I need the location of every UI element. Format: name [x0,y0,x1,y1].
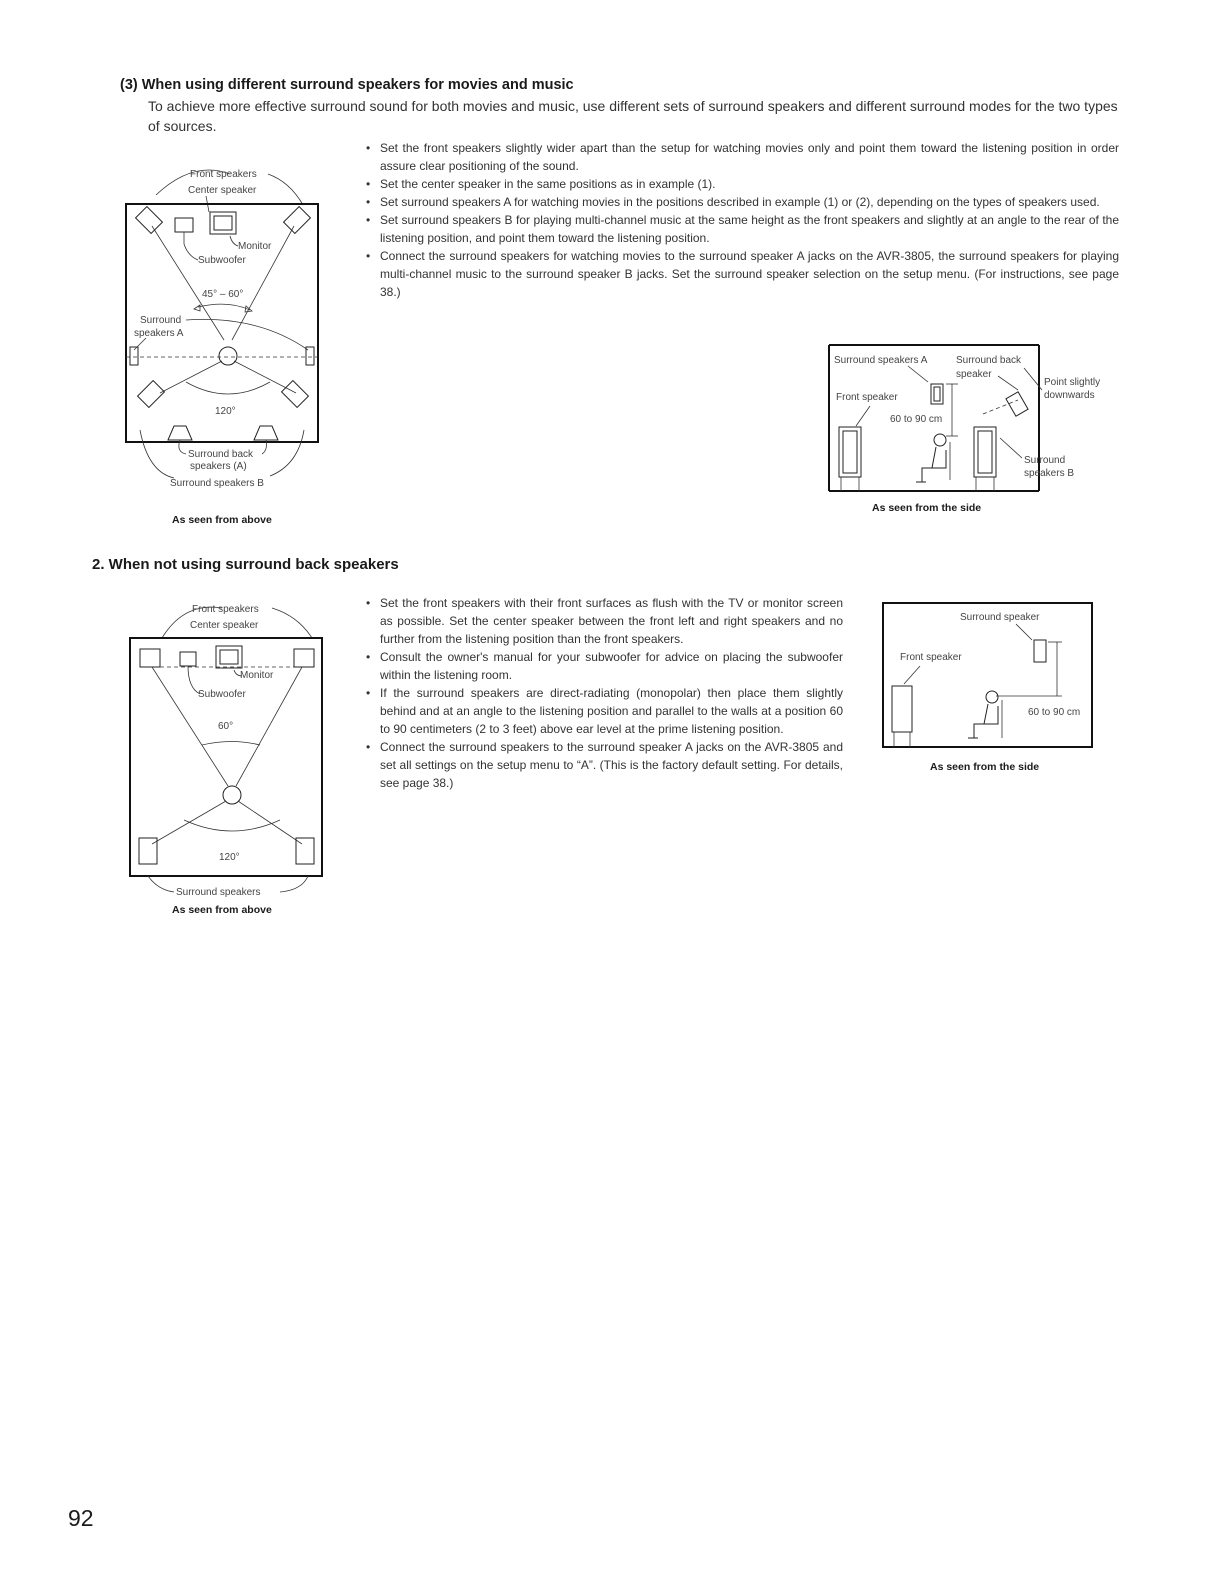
side-listener-body [916,447,946,482]
surround-b-left-speaker [138,381,165,408]
list-item: • Connect the surround speakers for watching movies to the surround speaker A jacks on the AVR-3805, the surround speakers for playing multi-channel music to the surround speaker B jacks. Set the surround speaker selection on the setup menu. (For instructions, see page 38.) [362,247,1119,301]
side-view-diagram-section-2 [882,602,1094,750]
center-speaker [175,218,193,232]
top-view-diagram-section-3 [118,160,328,500]
section-3-heading: (3) When using different surround speakers for movies and music [120,77,574,93]
s2-front-speakers-label: Front speakers [192,604,259,615]
side-surround-back-label-line1: Surround back [956,355,1022,366]
list-item: • Consult the owner's manual for your subwoofer for advice on placing the subwoofer within the listening room. [362,648,843,684]
front-angle-arc [198,304,250,310]
s2-rear-angle-arc [184,820,280,831]
top-view-caption-section-2: As seen from above [172,904,272,916]
point-label-line1: Point slightly [1044,377,1101,388]
list-item: • Set the front speakers with their front surfaces as flush with the TV or monitor screen as possible. Set the center speaker between the front left and right speakers and no further from the listening position than the front speakers. [362,594,843,648]
section-2-bullet-list [362,594,843,792]
point-label-line2: downwards [1044,390,1095,401]
s2-front-right-speaker [294,649,314,667]
s2-center-speaker-label: Center speaker [190,620,259,631]
s2-surround-left-speaker [139,838,157,864]
list-item: • Set surround speakers B for playing multi-channel music at the same height as the front speakers and slightly at an angle to the rear of the listening position, and point them toward the listening position. [362,211,1119,247]
side-surround-b-label-line1: Surround [1024,455,1066,466]
surround-b-right-speaker [282,381,309,408]
rear-angle-arc [186,382,270,394]
s2-center-speaker [180,652,196,666]
s2-rear-angle-label: 120° [219,852,240,863]
monitor-label: Monitor [238,241,272,252]
list-item: • Set surround speakers A for watching movies in the positions described in example (1) or (2), depending on the types of speakers used. [362,193,1119,211]
side-listener-head [934,434,946,446]
side-surround-back-speaker [1006,392,1028,416]
section-2-heading: 2. When not using surround back speakers [92,556,399,573]
side-surround-b-speaker [974,427,996,477]
s2-monitor-label: Monitor [240,670,274,681]
side-distance-label: 60 to 90 cm [890,414,943,425]
surround-back-label-line2: speakers (A) [190,461,247,472]
section-3-intro: To achieve more effective surround sound for both movies and music, use different sets of surround speakers and different surround modes for the two types of sources. [148,98,1118,134]
surround-b-label: Surround speakers B [170,478,264,489]
surround-a-label-line1: Surround [140,315,182,326]
s2-side-surround-label: Surround speaker [960,612,1040,623]
list-item: • Set the center speaker in the same positions as in example (1). [362,175,1119,193]
s2-side-front-speaker-label: Front speaker [900,652,962,663]
listener-head [219,347,237,365]
list-item: • Connect the surround speakers to the surround speaker A jacks on the AVR-3805 and set all settings on the setup menu to “A”. (This is the factory default setting. For details, see page 38.) [362,738,843,792]
side-front-speaker-label: Front speaker [836,392,898,403]
side-surround-b-label-line2: speakers B [1024,468,1075,479]
s2-side-front-speaker [892,686,912,732]
page-number: 92 [68,1505,94,1531]
rear-angle-label: 120° [215,406,236,417]
s2-front-left-speaker [140,649,160,667]
front-speakers-label: Front speakers [190,169,257,180]
s2-side-distance-label: 60 to 90 cm [1028,707,1081,718]
s2-front-angle-label: 60° [218,721,234,732]
s2-side-surround-speaker [1034,640,1046,662]
s2-side-listener-head [986,691,998,703]
list-item: • If the surround speakers are direct-radiating (monopolar) then place them slightly behind and at an angle to the listening position and parallel to the walls at a position 60 to 90 centimeters (2 to 3 feet) above ear level at the prime listening position. [362,684,843,738]
s2-subwoofer-label: Subwoofer [198,689,246,700]
top-view-diagram-section-2 [122,598,332,903]
front-left-speaker [136,207,163,234]
s2-surround-label: Surround speakers [176,887,261,898]
front-right-speaker [284,207,311,234]
s2-side-room-outline [883,603,1092,747]
side-view-caption-section-2: As seen from the side [930,761,1040,773]
center-speaker-label: Center speaker [188,185,257,196]
surround-a-label-line2: speakers A [134,328,184,339]
subwoofer-label: Subwoofer [198,255,246,266]
side-surround-a-label: Surround speakers A [834,355,928,366]
section-3-bullet-list [362,139,1119,301]
s2-side-listener-body [968,704,998,738]
side-view-caption-section-3: As seen from the side [872,502,982,514]
list-item: • Set the front speakers slightly wider apart than the setup for watching movies only and point them toward the listening position in order assure clear positioning of the sound. [362,139,1119,175]
surround-back-left-speaker [168,426,192,440]
side-view-diagram-section-3 [828,342,1118,497]
surround-back-label-line1: Surround back [188,449,254,460]
top-view-caption-section-3: As seen from above [172,514,272,526]
s2-front-angle-arc [202,742,260,746]
front-angle-label: 45° – 60° [202,289,244,300]
side-surround-back-label-line2: speaker [956,369,992,380]
side-front-speaker [839,427,861,477]
surround-back-right-speaker [254,426,278,440]
